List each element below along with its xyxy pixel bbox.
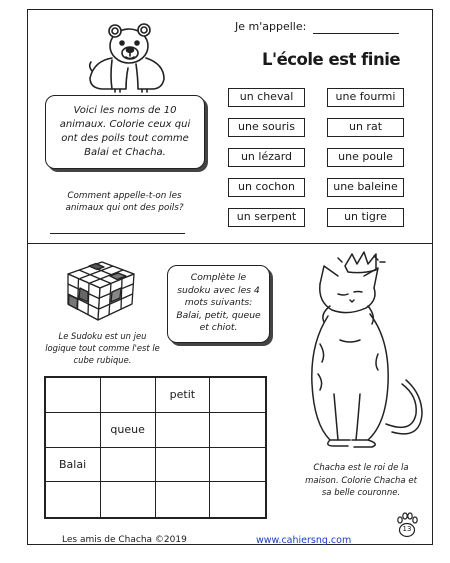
rubik-cube-illustration: [60, 252, 142, 322]
instruction-text: Voici les noms de 10 animaux. Colorie ceux qui ont des poils tout comme Balai et Chacha.: [59, 105, 191, 158]
sudoku-cell[interactable]: [46, 413, 101, 448]
answer-line[interactable]: [50, 233, 185, 234]
word-box[interactable]: un lézard: [228, 148, 305, 167]
chacha-cat-illustration: [290, 244, 425, 454]
sudoku-instruction-text: Complète le sudoku avec les 4 mots suivants: Balai, petit, queue et chiot.: [176, 272, 261, 333]
sudoku-cell[interactable]: [101, 482, 156, 517]
page-number: 13: [402, 525, 412, 533]
sudoku-cell[interactable]: Balai: [46, 448, 101, 483]
sudoku-cell[interactable]: [210, 413, 265, 448]
word-box[interactable]: une baleine: [327, 178, 404, 197]
page-title: L'école est finie: [262, 50, 401, 69]
rubik-caption: Le Sudoku est un jeu logique tout comme l'est le cube rubique.: [45, 331, 160, 365]
instruction-bubble: [45, 95, 205, 169]
sudoku-cell[interactable]: [46, 482, 101, 517]
name-label: Je m'appelle:: [235, 20, 307, 33]
word-box[interactable]: une poule: [327, 148, 404, 167]
sudoku-cell[interactable]: [156, 448, 211, 483]
word-box[interactable]: un tigre: [327, 208, 404, 227]
sudoku-cell[interactable]: [46, 378, 101, 413]
bear-illustration: [82, 16, 172, 94]
sudoku-cell[interactable]: [101, 448, 156, 483]
word-box[interactable]: une souris: [228, 118, 305, 137]
sudoku-cell[interactable]: [210, 448, 265, 483]
website-link[interactable]: www.cahiersng.com: [256, 535, 352, 546]
sudoku-cell[interactable]: [210, 378, 265, 413]
word-box[interactable]: un rat: [327, 118, 404, 137]
copyright-text: Les amis de Chacha ©2019: [62, 535, 187, 545]
chacha-caption: Chacha est le roi de la maison. Colorie Chacha et sa belle couronne.: [305, 463, 417, 498]
question-text: Comment appelle-t-on les animaux qui ont des poils?: [65, 191, 184, 213]
sudoku-cell[interactable]: queue: [101, 413, 156, 448]
sudoku-cell[interactable]: [156, 482, 211, 517]
sudoku-cell[interactable]: [156, 413, 211, 448]
sudoku-cell[interactable]: [210, 482, 265, 517]
sudoku-cell[interactable]: [101, 378, 156, 413]
word-box[interactable]: un cheval: [228, 88, 305, 107]
name-input-line[interactable]: [313, 33, 399, 34]
sudoku-instruction-bubble: [167, 265, 270, 343]
word-box[interactable]: un cochon: [228, 178, 305, 197]
word-box[interactable]: un serpent: [228, 208, 305, 227]
sudoku-cell[interactable]: petit: [156, 378, 211, 413]
sudoku-grid: [44, 376, 267, 519]
word-box[interactable]: une fourmi: [327, 88, 404, 107]
